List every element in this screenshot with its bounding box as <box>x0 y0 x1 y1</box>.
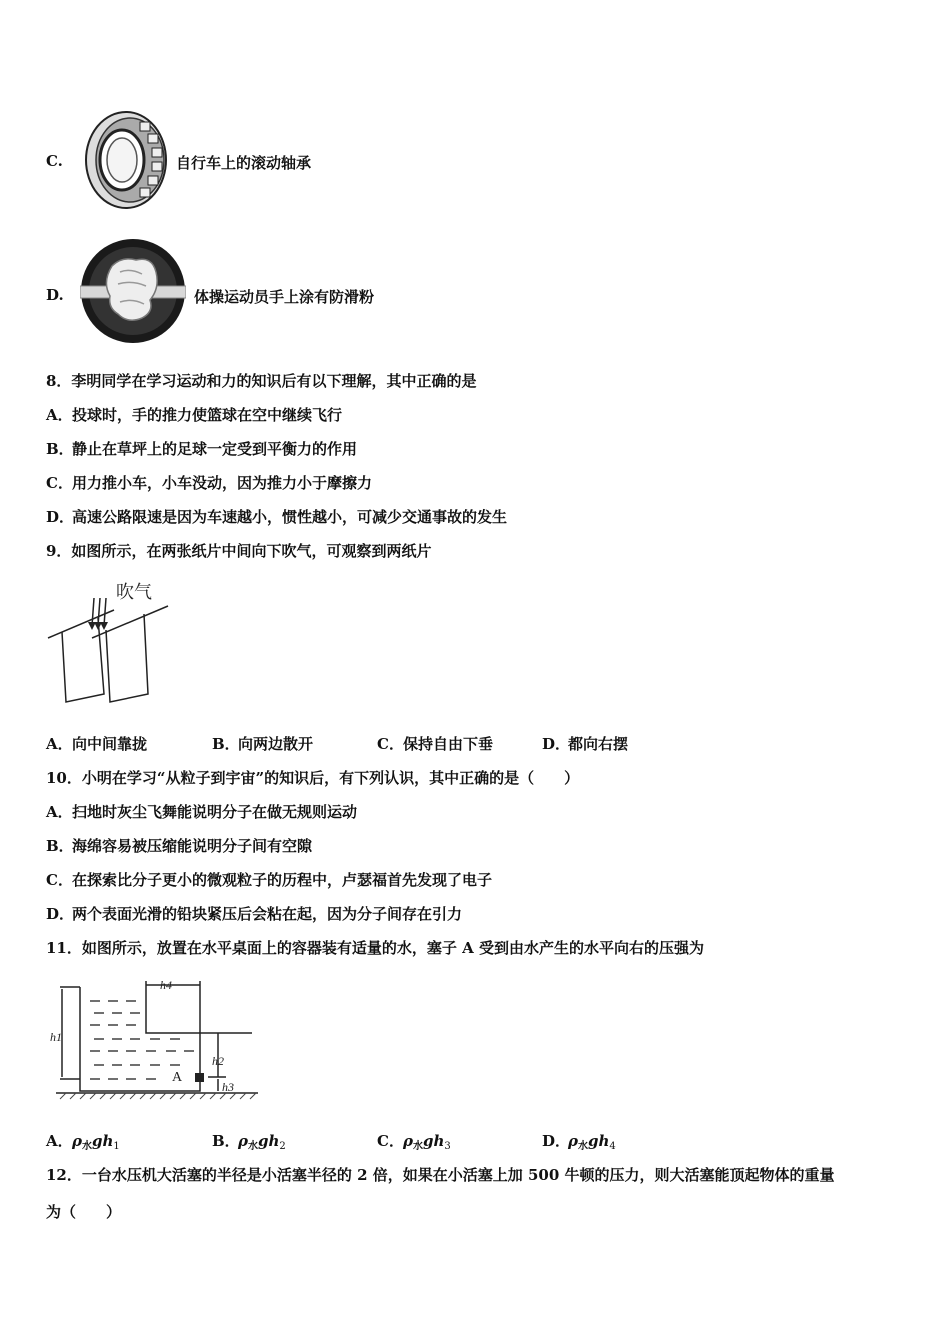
q8-option-c <box>46 472 372 493</box>
q8-option-a-label: A． <box>46 406 73 424</box>
option-d-label: D. <box>46 286 64 304</box>
q10-option-b <box>46 835 312 856</box>
q9-option-b <box>212 733 313 754</box>
q9-stem: 9．如图所示，在两张纸片中间向下吹气，可观察到两纸片 <box>46 542 432 560</box>
container-figure <box>46 975 262 1109</box>
q10-option-c <box>46 869 492 890</box>
q8-option-b-label: B． <box>46 440 74 458</box>
q10-option-b-text: 海绵容易被压缩能说明分子间有空隙 <box>72 837 313 855</box>
q8-option-d-label: D． <box>46 508 75 526</box>
q9-option-a <box>46 733 147 754</box>
q11-option-b-gh: gh <box>257 1132 280 1150</box>
label-h4: h4 <box>160 978 172 992</box>
q12-stem-line1: 12．一台水压机大活塞的半径是小活塞半径的 2 倍，如果在小活塞上加 500 牛顿的压力，则大活塞能顶起物体的重量 <box>46 1166 835 1184</box>
q8-option-c-text: 用力推小车，小车没动，因为推力小于摩擦力 <box>72 474 373 492</box>
q8-stem: 8．李明同学在学习运动和力的知识后有以下理解，其中正确的是 <box>46 372 477 390</box>
q11-option-a-gh: gh <box>91 1132 114 1150</box>
q10-option-a-label: A． <box>46 803 73 821</box>
q8-option-d <box>46 506 507 527</box>
q11-option-b <box>212 1130 286 1152</box>
option-d-row <box>46 286 64 304</box>
q9-option-c <box>377 733 493 754</box>
q8-option-b <box>46 438 357 459</box>
q9-option-a-text: 向中间靠拢 <box>72 735 148 753</box>
q10-option-a-text: 扫地时灰尘飞舞能说明分子在做无规则运动 <box>72 803 358 821</box>
paper-blowing-figure <box>44 578 184 708</box>
plug-a <box>195 1073 204 1082</box>
q8-option-d-text: 高速公路限速是因为车速越小，惯性越小，可减少交通事故的发生 <box>72 508 508 526</box>
q11-option-b-rho: ρ <box>238 1132 248 1150</box>
q11-option-c <box>377 1130 451 1152</box>
q11-option-d-label: D． <box>542 1132 571 1150</box>
q9-option-d-label: D． <box>542 735 571 753</box>
q11-option-b-water: 水 <box>247 1141 258 1152</box>
option-d-text: 体操运动员手上涂有防滑粉 <box>194 288 375 306</box>
q11-option-c-gh: gh <box>422 1132 445 1150</box>
label-h2: h2 <box>212 1054 224 1068</box>
q11-option-d-water: 水 <box>577 1141 588 1152</box>
q11-option-d-gh: gh <box>587 1132 610 1150</box>
q11-option-a-water: 水 <box>81 1141 92 1152</box>
q11-option-a-sub: 1 <box>113 1141 120 1152</box>
q11-stem: 11．如图所示，放置在水平桌面上的容器装有适量的水，塞子 A 受到由水产生的水平向右的压强为 <box>46 939 704 957</box>
q10-option-d-label: D． <box>46 905 75 923</box>
q10-option-d <box>46 903 462 924</box>
q12-stem-line2: 为（ ） <box>46 1203 122 1221</box>
q8-option-c-label: C． <box>46 474 73 492</box>
label-h1: h1 <box>50 1030 62 1044</box>
q11-option-d-sub: 4 <box>609 1141 616 1152</box>
label-h3: h3 <box>222 1080 234 1094</box>
q11-option-c-sub: 3 <box>444 1141 451 1152</box>
q9-option-c-text: 保持自由下垂 <box>403 735 494 753</box>
q11-option-b-label: B． <box>212 1132 240 1150</box>
q11-option-a-rho: ρ <box>72 1132 82 1150</box>
q8-option-a <box>46 404 342 425</box>
q10-option-c-label: C． <box>46 871 73 889</box>
option-c-row <box>46 152 63 170</box>
q11-option-d <box>542 1130 616 1152</box>
q11-option-a <box>46 1130 120 1152</box>
q9-option-a-label: A． <box>46 735 73 753</box>
q11-option-d-rho: ρ <box>568 1132 578 1150</box>
hand-grip-image <box>80 238 186 344</box>
label-a: A <box>172 1070 183 1085</box>
blow-label: 吹气 <box>116 582 152 602</box>
q10-option-c-text: 在探索比分子更小的微观粒子的历程中，卢瑟福首先发现了电子 <box>72 871 493 889</box>
q9-option-c-label: C． <box>377 735 404 753</box>
q9-option-b-text: 向两边散开 <box>238 735 314 753</box>
q11-option-c-label: C． <box>377 1132 404 1150</box>
q10-stem: 10．小明在学习“从粒子到宇宙”的知识后，有下列认识，其中正确的是（ ） <box>46 769 580 787</box>
bearing-image <box>78 108 168 212</box>
q11-option-b-sub: 2 <box>279 1141 286 1152</box>
q10-option-b-label: B． <box>46 837 74 855</box>
q11-option-c-water: 水 <box>412 1141 423 1152</box>
q8-option-a-text: 投球时，手的推力使篮球在空中继续飞行 <box>72 406 343 424</box>
q8-option-b-text: 静止在草坪上的足球一定受到平衡力的作用 <box>72 440 358 458</box>
q10-option-a <box>46 801 357 822</box>
q10-option-d-text: 两个表面光滑的铅块紧压后会粘在起，因为分子间存在引力 <box>72 905 463 923</box>
option-c-label: C. <box>46 152 63 170</box>
q11-option-c-rho: ρ <box>403 1132 413 1150</box>
q11-option-a-label: A． <box>46 1132 73 1150</box>
option-c-text: 自行车上的滚动轴承 <box>176 154 312 172</box>
q9-option-d <box>542 733 628 754</box>
q9-option-d-text: 都向右摆 <box>568 735 629 753</box>
q9-option-b-label: B． <box>212 735 240 753</box>
